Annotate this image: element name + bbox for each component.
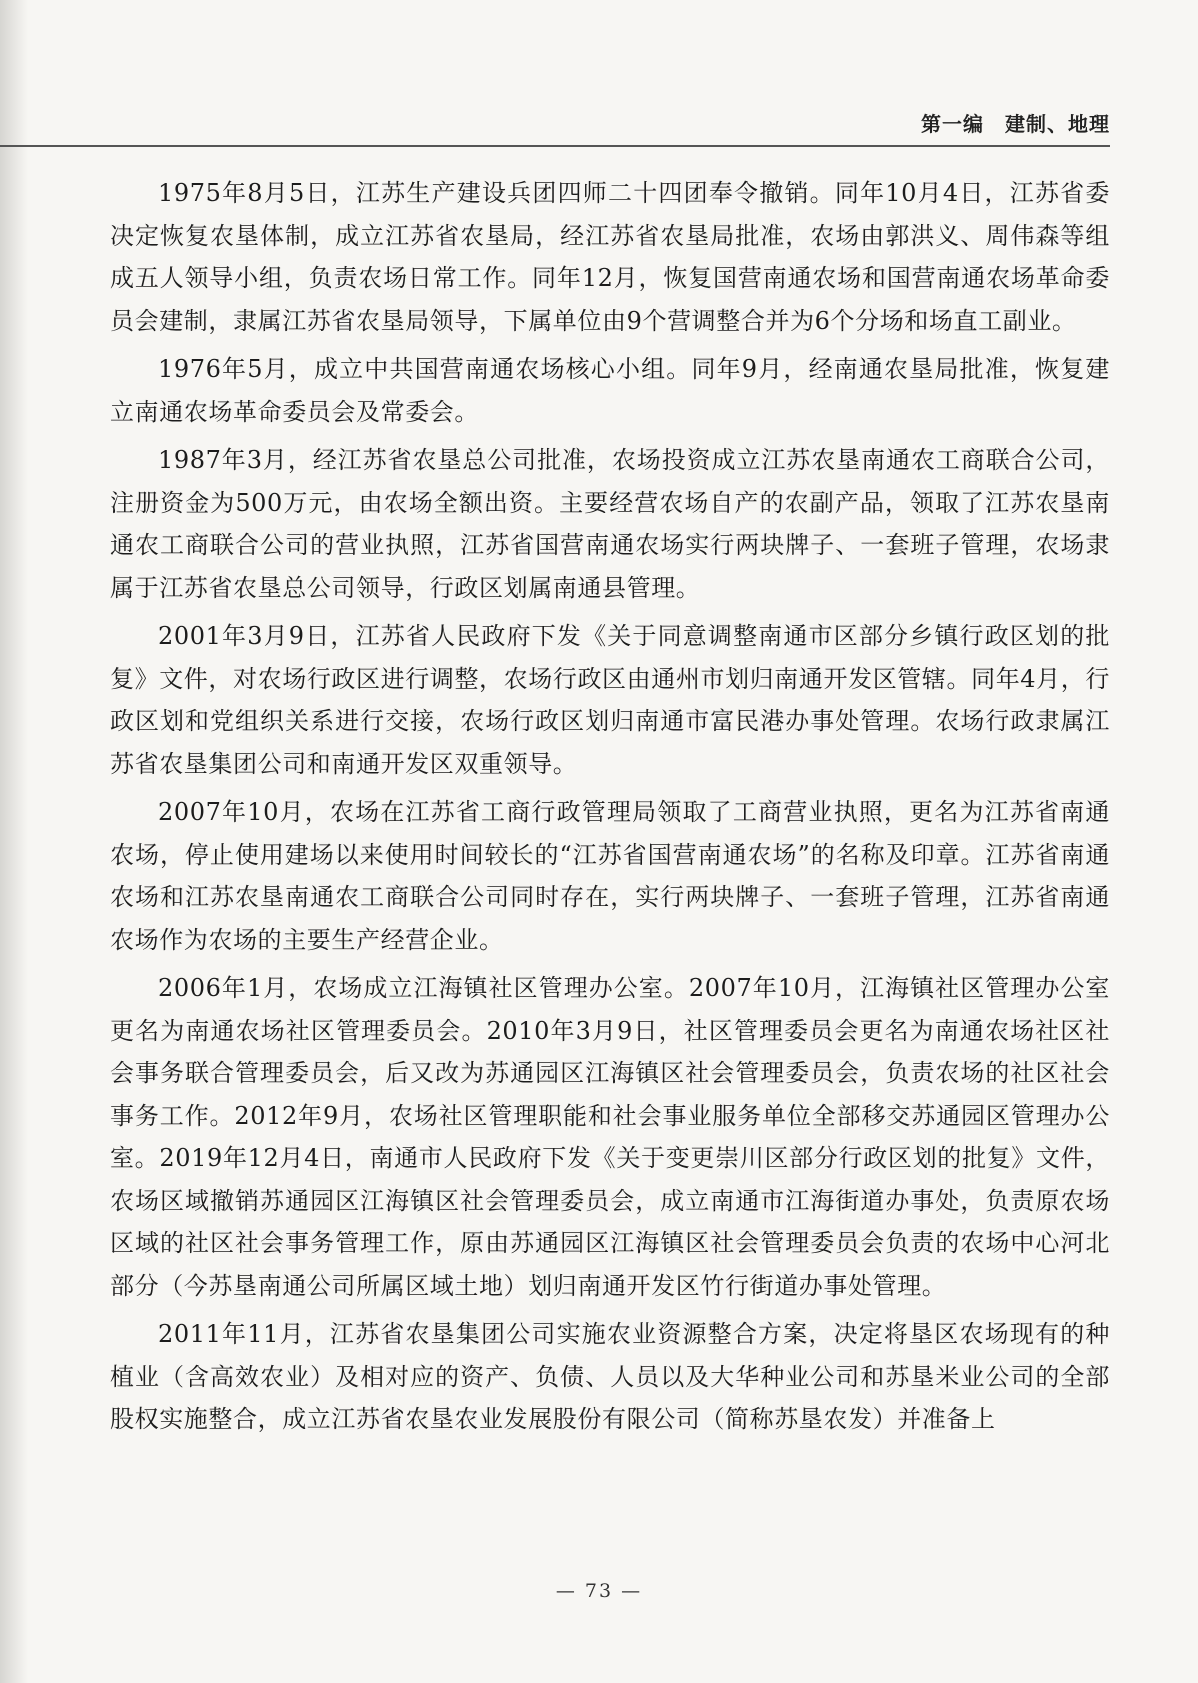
header-rule (0, 145, 1110, 147)
paragraph-2006: 2006年1月，农场成立江海镇社区管理办公室。2007年10月，江海镇社区管理办公室更名为南通农场社区管理委员会。2010年3月9日，社区管理委员会更名为南通农场社区社会事务联合管理委员会，后又改为苏通园区江海镇区社会管理委员会，负责农场的社区社会事务工作。2012年9月，农场社区管理职能和社会事业服务单位全部移交苏通园区管理办公室。2019年12月4日，南通市人民政府下发《关于变更崇川区部分行政区划的批复》文件，农场区域撤销苏通园区江海镇区社会管理委员会，成立南通市江海街道办事处，负责原农场区域的社区社会事务管理工作，原由苏通园区江海镇区社会管理委员会负责的农场中心河北部分（今苏垦南通公司所属区域土地）划归南通开发区竹行街道办事处管理。 (110, 974, 1110, 1300)
paragraph-2007: 2007年10月，农场在江苏省工商行政管理局领取了工商营业执照，更名为江苏省南通农场，停止使用建场以来使用时间较长的“江苏省国营南通农场”的名称及印章。江苏省南通农场和江苏农垦南通农工商联合公司同时存在，实行两块牌子、一套班子管理，江苏省南通农场作为农场的主要生产经营企业。 (110, 798, 1110, 954)
paragraph-1975: 1975年8月5日，江苏生产建设兵团四师二十四团奉令撤销。同年10月4日，江苏省委决定恢复农垦体制，成立江苏省农垦局，经江苏省农垦局批准，农场由郭洪义、周伟森等组成五人领导小组，负责农场日常工作。同年12月，恢复国营南通农场和国营南通农场革命委员会建制，隶属江苏省农垦局领导，下属单位由9个营调整合并为6个分场和场直工副业。 (110, 179, 1110, 335)
paragraph-1976: 1976年5月，成立中共国营南通农场核心小组。同年9月，经南通农垦局批准，恢复建立南通农场革命委员会及常委会。 (110, 355, 1110, 426)
page-edge-shadow (0, 0, 28, 1683)
paragraph-2011: 2011年11月，江苏省农垦集团公司实施农业资源整合方案，决定将垦区农场现有的种植业（含高效农业）及相对应的资产、负债、人员以及大华种业公司和苏垦米业公司的全部股权实施整合，成立江苏省农垦农业发展股份有限公司（简称苏垦农发）并准备上 (110, 1320, 1110, 1433)
paragraph-1987: 1987年3月，经江苏省农垦总公司批准，农场投资成立江苏农垦南通农工商联合公司，注册资金为500万元，由农场全额出资。主要经营农场自产的农副产品，领取了江苏农垦南通农工商联合公司的营业执照，江苏省国营南通农场实行两块牌子、一套班子管理，农场隶属于江苏省农垦总公司领导，行政区划属南通县管理。 (110, 446, 1110, 602)
page-number: — 73 — (555, 1580, 643, 1602)
body-text (110, 172, 1110, 1447)
running-header: 第一编 建制、地理 (921, 112, 1110, 136)
paragraph-2001: 2001年3月9日，江苏省人民政府下发《关于同意调整南通市区部分乡镇行政区划的批复》文件，对农场行政区进行调整，农场行政区由通州市划归南通开发区管辖。同年4月，行政区划和党组织关系进行交接，农场行政区划归南通市富民港办事处管理。农场行政隶属江苏省农垦集团公司和南通开发区双重领导。 (110, 622, 1110, 778)
